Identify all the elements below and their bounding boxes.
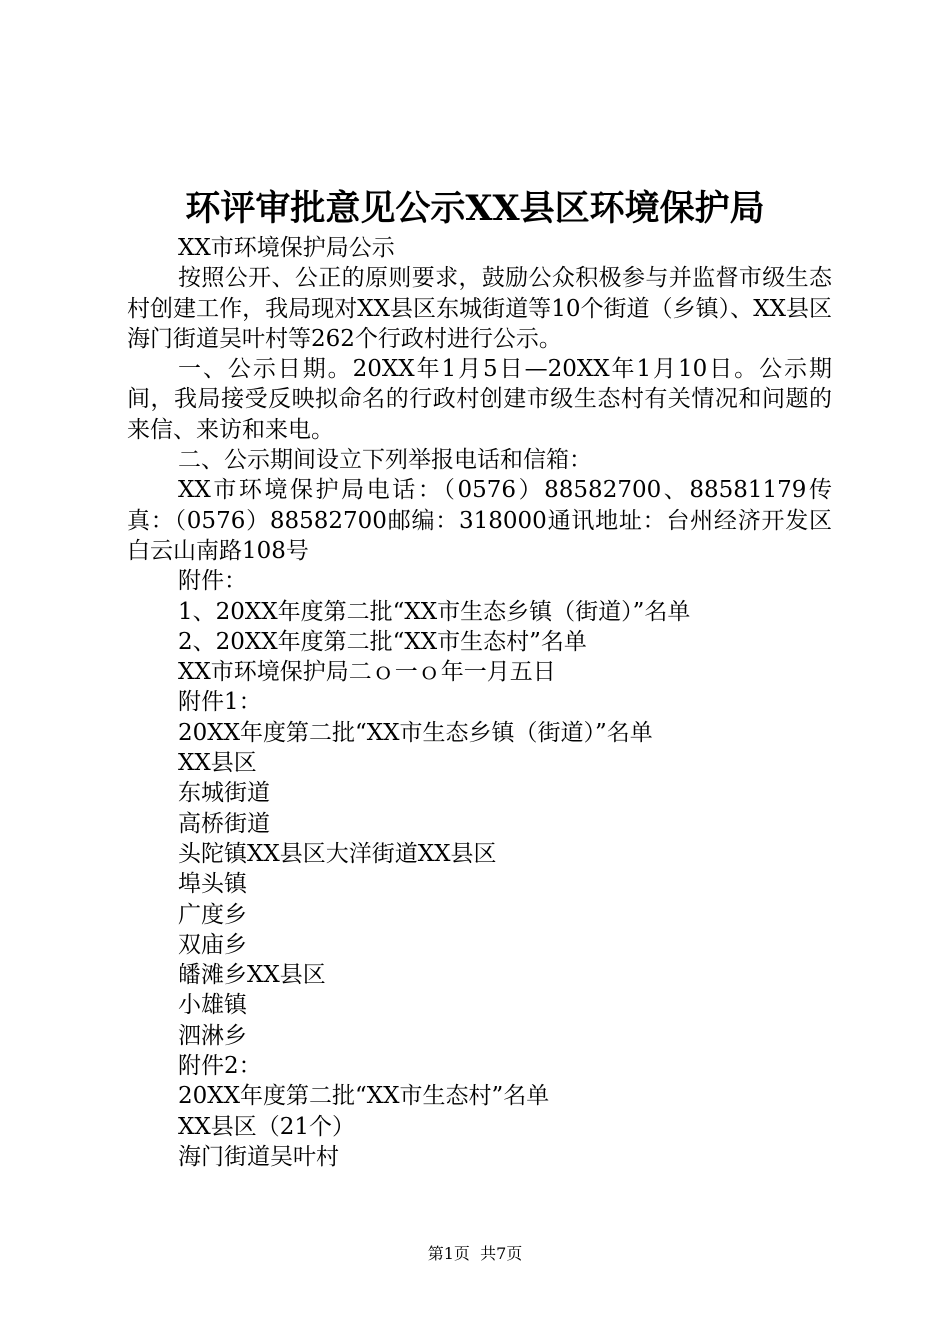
contact-info-paragraph: XX市环境保护局电话：（0576）88582700、88581179传真：（0576）88582700邮编：318000通讯地址：台州经济开发区白云山南路108号 [127,477,832,564]
notice-heading: XX市环境保护局公示 [178,235,395,261]
list-item: 泗淋乡 [178,1022,247,1049]
list-item: 广度乡 [178,901,247,928]
document-body [127,233,832,1172]
list-item: 小雄镇 [178,992,247,1019]
list-item: 高桥街道 [178,810,270,837]
list-item: 头陀镇XX县区大洋街道XX县区 [178,840,497,867]
attachments-label: 附件： [178,568,247,595]
attachment-2-title: 20XX年度第二批“XX市生态村”名单 [178,1083,550,1110]
list-item: 东城街道 [178,780,270,807]
report-channels-heading: 二、公示期间设立下列举报电话和信箱： [178,447,592,474]
attachment-2-label: 附件2： [178,1053,262,1080]
page-footer [0,1243,950,1265]
list-item: 埠头镇 [178,871,247,898]
attachment-item: 1、20XX年度第二批“XX市生态乡镇（街道）”名单 [178,598,691,625]
list-item: 双庙乡 [178,931,247,958]
page-number: 第1页 [427,1244,470,1263]
publicity-date-paragraph: 一、公示日期。20XX年1月5日—20XX年1月10日。公示期间，我局接受反映拟命名的行政村创建市级生态村有关情况和问题的来信、来访和来电。 [127,356,832,443]
attachment-1-label: 附件1： [178,689,262,716]
attachment-item: 2、20XX年度第二批“XX市生态村”名单 [178,628,587,655]
list-item: XX县区（21个） [178,1113,356,1140]
attachment-1-title: 20XX年度第二批“XX市生态乡镇（街道）”名单 [178,719,653,746]
list-item: XX县区 [178,750,257,777]
document-title: 环评审批意见公示XX县区环境保护局 [185,188,765,229]
list-item: 海门街道吴叶村 [178,1143,339,1170]
issuer-signature: XX市环境保护局二ｏ一ｏ年一月五日 [178,659,556,686]
list-item: 皤滩乡XX县区 [178,962,326,989]
intro-paragraph: 按照公开、公正的原则要求，鼓励公众积极参与并监督市级生态村创建工作，我局现对XX县区东城街道等10个街道（乡镇）、XX县区海门街道吴叶村等262个行政村进行公示。 [127,265,832,352]
page-total: 共7页 [480,1244,523,1263]
